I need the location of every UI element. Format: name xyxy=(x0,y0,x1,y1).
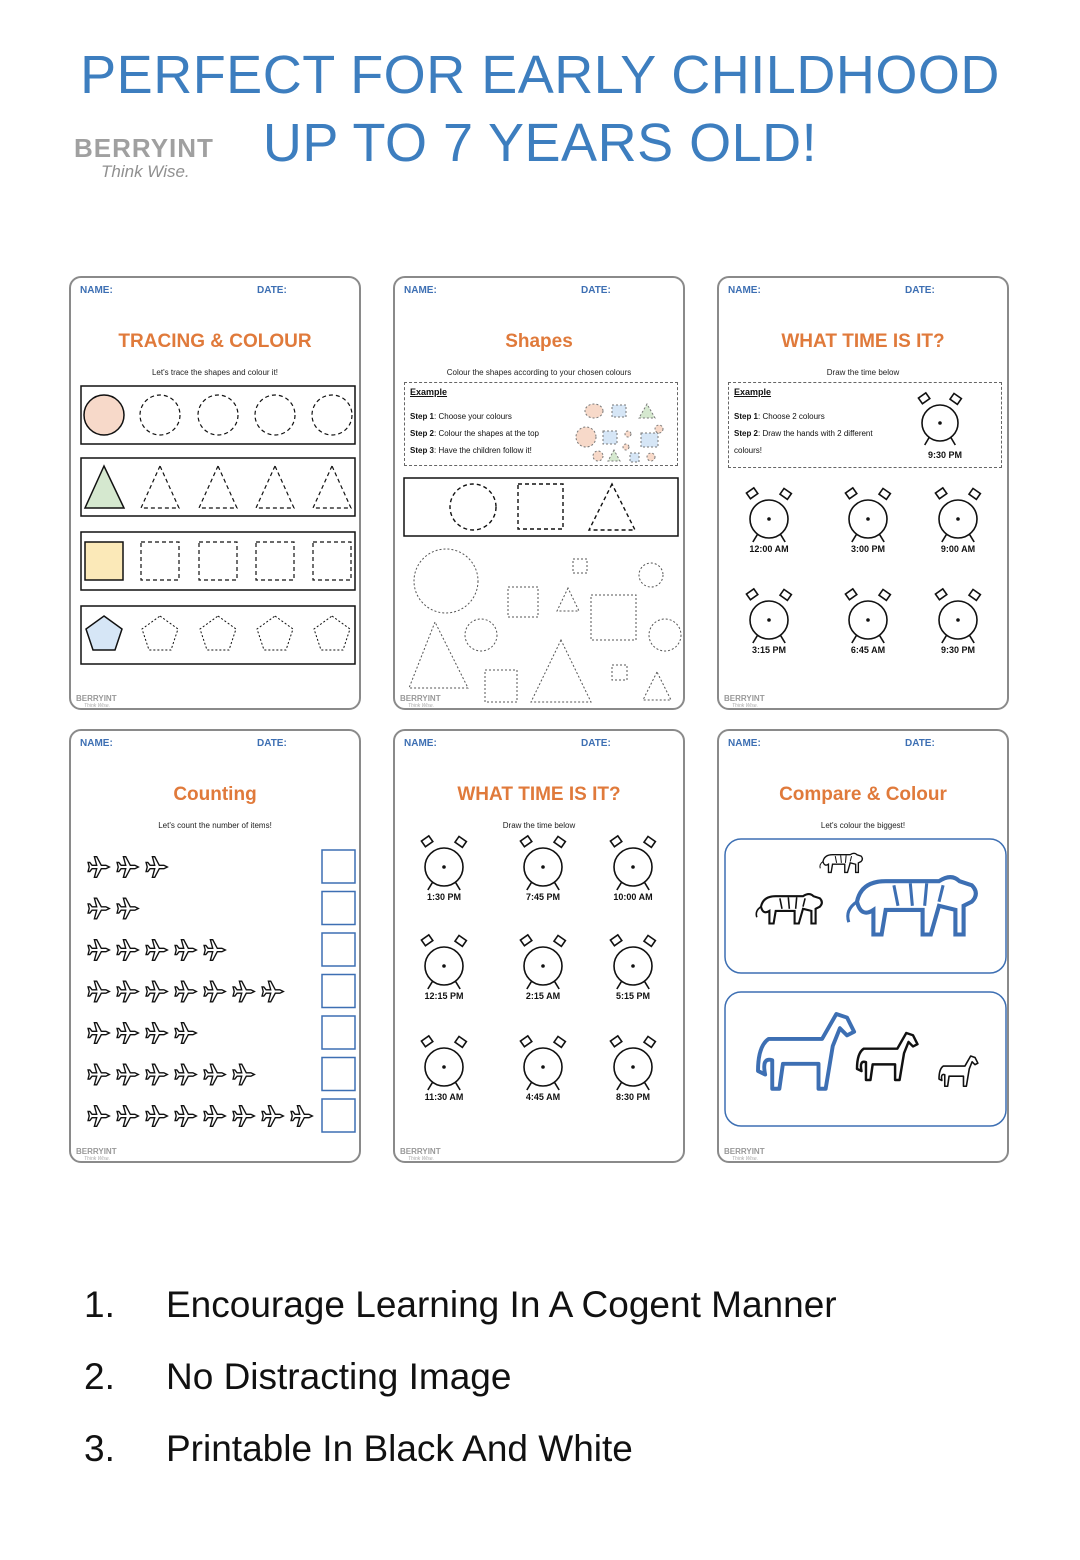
date-label: DATE: xyxy=(581,285,611,296)
worksheet-title: Compare & Colour xyxy=(779,784,947,805)
worksheet-title: TRACING & COLOUR xyxy=(118,331,312,352)
card-brand-tagline: Think Wise. xyxy=(732,1156,759,1162)
worksheet-title: WHAT TIME IS IT? xyxy=(781,331,945,352)
airplane-icon xyxy=(117,898,138,919)
airplane-icon xyxy=(175,1023,196,1044)
worksheet-title: Shapes xyxy=(505,331,573,352)
alarm-clock-icon xyxy=(520,1036,565,1090)
airplane-icon xyxy=(146,981,167,1002)
airplane-icon xyxy=(204,940,225,961)
airplane-icon xyxy=(117,940,138,961)
worksheet-counting xyxy=(69,729,361,1163)
name-label: NAME: xyxy=(728,738,761,749)
alarm-clock-icon xyxy=(610,1036,655,1090)
alarm-clock-icon xyxy=(520,935,565,989)
feature-number: 2. xyxy=(84,1356,115,1397)
example-title: Example xyxy=(410,387,448,397)
brand-logo xyxy=(74,134,234,182)
clock-time-label: 3:00 PM xyxy=(850,544,885,554)
airplane-icon xyxy=(233,981,254,1002)
worksheet-instruction: Draw the time below xyxy=(826,368,900,377)
headline-line-1: PERFECT FOR EARLY CHILDHOOD xyxy=(80,45,1000,105)
feature-text: Encourage Learning In A Cogent Manner xyxy=(166,1284,837,1325)
name-label: NAME: xyxy=(728,285,761,296)
date-label: DATE: xyxy=(905,285,935,296)
airplane-icon xyxy=(88,1023,109,1044)
airplane-icon xyxy=(175,1106,196,1127)
airplane-icon xyxy=(146,940,167,961)
airplane-icon xyxy=(175,981,196,1002)
shapes-illustration xyxy=(395,278,687,712)
clock-time-label: 12:00 AM xyxy=(749,544,789,554)
answer-box[interactable] xyxy=(322,892,355,925)
worksheet-title: WHAT TIME IS IT? xyxy=(457,784,621,805)
airplanes-illustration xyxy=(71,731,363,1165)
worksheet-instruction: Let's trace the shapes and colour it! xyxy=(151,368,279,377)
feature-text: No Distracting Image xyxy=(166,1356,512,1397)
airplane-icon xyxy=(175,940,196,961)
card-brand-name: BERRYINT xyxy=(724,694,765,703)
clock-time-label: 1:30 PM xyxy=(426,892,461,902)
worksheet-instruction: Draw the time below xyxy=(502,821,576,830)
date-label: DATE: xyxy=(257,285,287,296)
answer-box[interactable] xyxy=(322,933,355,966)
airplane-icon xyxy=(204,1106,225,1127)
card-brand-name: BERRYINT xyxy=(76,694,117,703)
clock-time-label: 9:30 PM xyxy=(940,645,975,655)
airplane-icon xyxy=(262,1106,283,1127)
airplane-icon xyxy=(88,981,109,1002)
airplane-icon xyxy=(117,857,138,878)
answer-box[interactable] xyxy=(322,975,355,1008)
brand-tagline: Think Wise. xyxy=(101,162,190,181)
alarm-clock-icon xyxy=(746,589,791,643)
worksheet-instruction: Colour the shapes according to your chosen colours xyxy=(446,368,632,377)
airplane-icon xyxy=(88,898,109,919)
clock-time-label: 12:15 PM xyxy=(424,991,464,1001)
card-brand-tagline: Think Wise. xyxy=(732,703,759,709)
clock-time-label: 6:45 AM xyxy=(850,645,886,655)
card-brand-name: BERRYINT xyxy=(76,1147,117,1156)
card-brand-name: BERRYINT xyxy=(724,1147,765,1156)
example-step: Step 3: Have the children follow it! xyxy=(410,446,532,455)
worksheet-tracing-colour xyxy=(69,276,361,710)
date-label: DATE: xyxy=(257,738,287,749)
clock-time-label: 3:15 PM xyxy=(751,645,786,655)
card-brand-tagline: Think Wise. xyxy=(84,1156,111,1162)
date-label: DATE: xyxy=(581,738,611,749)
worksheet-instruction: Let's colour the biggest! xyxy=(820,821,906,830)
airplane-icon xyxy=(117,1023,138,1044)
name-label: NAME: xyxy=(80,285,113,296)
worksheet-instruction: Let's count the number of items! xyxy=(158,821,272,830)
card-brand-tagline: Think Wise. xyxy=(84,703,111,709)
airplane-icon xyxy=(204,981,225,1002)
airplane-icon xyxy=(146,1106,167,1127)
answer-box[interactable] xyxy=(322,1058,355,1091)
headline-line-2: UP TO 7 YEARS OLD! xyxy=(262,113,818,173)
alarm-clock-icon xyxy=(845,488,890,542)
airplane-icon xyxy=(146,857,167,878)
clock-time-label: 11:30 AM xyxy=(424,1092,464,1102)
worksheet-compare-colour xyxy=(717,729,1009,1163)
airplane-icon xyxy=(291,1106,312,1127)
alarm-clock-icon xyxy=(421,836,466,890)
airplane-icon xyxy=(88,1064,109,1085)
card-brand-tagline: Think Wise. xyxy=(408,703,435,709)
feature-number: 3. xyxy=(84,1428,115,1469)
answer-box[interactable] xyxy=(322,1099,355,1132)
clock-time-label: 10:00 AM xyxy=(613,892,653,902)
airplane-icon xyxy=(88,1106,109,1127)
airplane-icon xyxy=(262,981,283,1002)
animals-illustration xyxy=(719,731,1011,1165)
airplane-icon xyxy=(117,1106,138,1127)
card-brand-name: BERRYINT xyxy=(400,694,441,703)
airplane-icon xyxy=(146,1023,167,1044)
alarm-clock-icon xyxy=(610,935,655,989)
name-label: NAME: xyxy=(80,738,113,749)
alarm-clock-icon xyxy=(918,393,961,445)
airplane-icon xyxy=(233,1106,254,1127)
name-label: NAME: xyxy=(404,738,437,749)
worksheet-title: Counting xyxy=(173,784,257,805)
worksheet-time-example xyxy=(717,276,1009,710)
card-brand-name: BERRYINT xyxy=(400,1147,441,1156)
alarm-clock-icon xyxy=(520,836,565,890)
alarm-clock-icon xyxy=(421,1036,466,1090)
clock-time-label: 5:15 PM xyxy=(615,991,650,1001)
alarm-clock-icon xyxy=(935,488,980,542)
alarm-clock-icon xyxy=(935,589,980,643)
name-label: NAME: xyxy=(404,285,437,296)
example-clock-time: 9:30 PM xyxy=(927,450,962,460)
card-brand-tagline: Think Wise. xyxy=(408,1156,435,1162)
airplane-icon xyxy=(117,1064,138,1085)
airplane-icon xyxy=(233,1064,254,1085)
feature-text: Printable In Black And White xyxy=(166,1428,633,1469)
answer-box[interactable] xyxy=(322,850,355,883)
alarm-clock-icon xyxy=(610,836,655,890)
worksheet-shapes xyxy=(393,276,685,710)
airplane-icon xyxy=(146,1064,167,1085)
airplane-icon xyxy=(88,940,109,961)
clock-time-label: 9:00 AM xyxy=(940,544,976,554)
airplane-icon xyxy=(204,1064,225,1085)
airplane-icon xyxy=(88,857,109,878)
clock-time-label: 4:45 AM xyxy=(525,1092,561,1102)
clock-time-label: 8:30 PM xyxy=(615,1092,650,1102)
alarm-clock-icon xyxy=(421,935,466,989)
brand-name: BERRYINT xyxy=(74,133,214,163)
example-step: Step 1: Choose 2 colours xyxy=(734,412,825,421)
answer-box[interactable] xyxy=(322,1016,355,1049)
clock-time-label: 2:15 AM xyxy=(525,991,561,1001)
airplane-icon xyxy=(175,1064,196,1085)
clock-time-label: 7:45 PM xyxy=(525,892,560,902)
example-step: Step 2: Draw the hands with 2 different xyxy=(734,429,873,438)
date-label: DATE: xyxy=(905,738,935,749)
worksheet-time-grid xyxy=(393,729,685,1163)
airplane-icon xyxy=(117,981,138,1002)
alarm-clock-icon xyxy=(845,589,890,643)
example-step: Step 1: Choose your colours xyxy=(410,412,512,421)
example-step: Step 2: Colour the shapes at the top xyxy=(410,429,539,438)
example-step: colours! xyxy=(734,446,763,455)
feature-number: 1. xyxy=(84,1284,115,1325)
alarm-clock-icon xyxy=(746,488,791,542)
example-title: Example xyxy=(734,387,772,397)
